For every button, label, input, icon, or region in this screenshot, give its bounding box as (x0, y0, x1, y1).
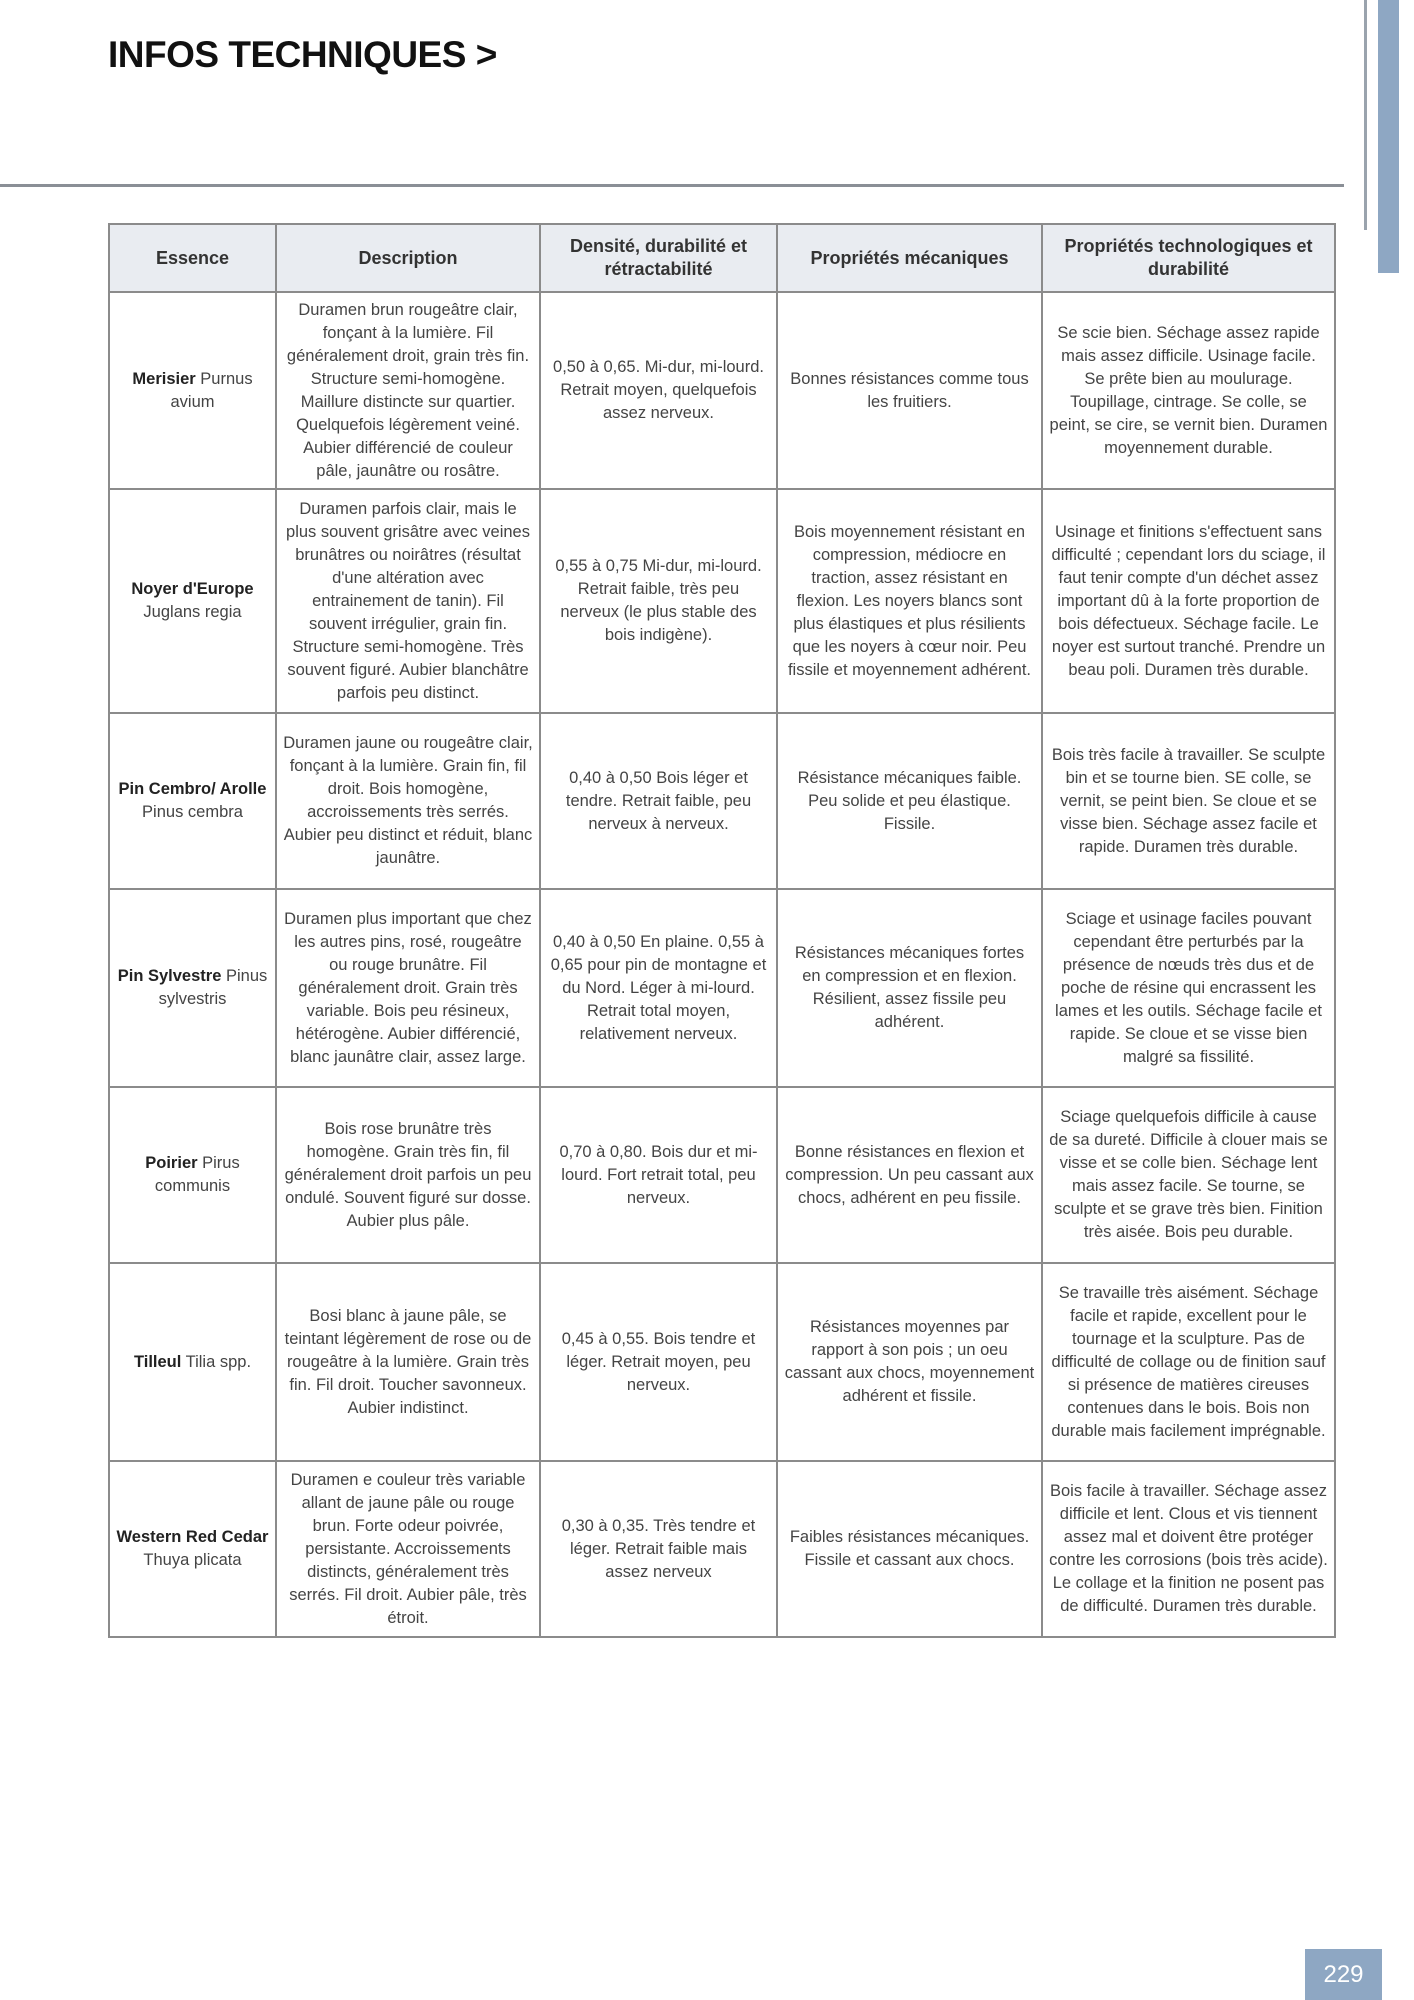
cell-technologiques: Sciage et usinage faciles pouvant cependant être perturbés par la présence de nœuds très dus et de poche de résine qui encrassent les lames et les outils. Séchage facile et rapide. Se cloue et se visse bien malgré sa fissilité. (1042, 889, 1335, 1087)
cell-mecaniques: Faibles résistances mécaniques. Fissile et cassant aux chocs. (777, 1461, 1042, 1637)
table-row (109, 489, 1335, 713)
table-row (109, 1461, 1335, 1637)
table-row (109, 292, 1335, 489)
species-latin: Thuya plicata (143, 1551, 242, 1569)
species-latin: Purnus avium (170, 369, 253, 411)
margin-line (1364, 0, 1367, 230)
header-mecaniques: Propriétés mécaniques (777, 224, 1042, 292)
header-essence: Essence (109, 224, 276, 292)
wood-species-table (108, 223, 1336, 1638)
species-name: Pin Sylvestre (117, 967, 222, 985)
cell-essence (109, 889, 276, 1087)
cell-essence (109, 1087, 276, 1263)
cell-mecaniques: Résistances moyennes par rapport à son pois ; un oeu cassant aux chocs, moyennement adhérent et fissile. (777, 1263, 1042, 1461)
cell-densite: 0,45 à 0,55. Bois tendre et léger. Retrait moyen, peu nerveux. (540, 1263, 777, 1461)
cell-description: Bois rose brunâtre très homogène. Grain très fin, fil généralement droit parfois un peu ondulé. Souvent figuré sur dosse. Aubier plus pâle. (276, 1087, 540, 1263)
header-divider (0, 184, 1344, 187)
cell-densite: 0,70 à 0,80. Bois dur et mi-lourd. Fort retrait total, peu nerveux. (540, 1087, 777, 1263)
cell-technologiques: Usinage et finitions s'effectuent sans difficulté ; cependant lors du sciage, il faut tenir compte d'un déchet assez important dû à la forte proportion de bois défectueux. Séchage facile. Le noyer est surtout tranché. Prendre un beau poli. Duramen très durable. (1042, 489, 1335, 713)
cell-description: Duramen jaune ou rougeâtre clair, fonçant à la lumière. Grain fin, fil droit. Bois homogène, accroissements très serrés. Aubier peu distinct et réduit, blanc jaunâtre. (276, 713, 540, 889)
table-row (109, 889, 1335, 1087)
cell-essence (109, 1263, 276, 1461)
cell-description: Duramen brun rougeâtre clair, fonçant à la lumière. Fil généralement droit, grain très fin. Structure semi-homogène. Maillure distincte sur quartier. Quelquefois légèrement veiné. Aubier différencié de couleur pâle, jaunâtre ou rosâtre. (276, 292, 540, 489)
species-name: Western Red Cedar (116, 1528, 269, 1546)
header-description: Description (276, 224, 540, 292)
species-name: Tilleul (133, 1352, 182, 1371)
species-name: Pin Cembro/ Arolle (118, 780, 267, 798)
species-latin: Pinus sylvestris (158, 967, 268, 1008)
species-name: Poirier (145, 1154, 198, 1172)
cell-mecaniques: Bonne résistances en flexion et compression. Un peu cassant aux chocs, adhérent en peu fissile. (777, 1087, 1042, 1263)
cell-densite: 0,40 à 0,50 Bois léger et tendre. Retrait faible, peu nerveux à nerveux. (540, 713, 777, 889)
table-header-row (109, 224, 1335, 292)
cell-densite: 0,55 à 0,75 Mi-dur, mi-lourd. Retrait faible, très peu nerveux (le plus stable des bois indigène). (540, 489, 777, 713)
table-row (109, 713, 1335, 889)
cell-description: Duramen parfois clair, mais le plus souvent grisâtre avec veines brunâtres ou noirâtres (résultat d'une altération avec entrainement de tanin). Fil souvent irrégulier, grain fin. Structure semi-homogène. Très souvent figuré. Aubier blanchâtre parfois peu distinct. (276, 489, 540, 713)
cell-mecaniques: Résistances mécaniques fortes en compression et en flexion. Résilient, assez fissile peu adhérent. (777, 889, 1042, 1087)
cell-technologiques: Se scie bien. Séchage assez rapide mais assez difficile. Usinage facile. Se prête bien au moulurage. Toupillage, cintrage. Se colle, se peint, se cire, se vernit bien. Duramen moyennement durable. (1042, 292, 1335, 489)
cell-densite: 0,30 à 0,35. Très tendre et léger. Retrait faible mais assez nerveux (540, 1461, 777, 1637)
cell-mecaniques: Résistance mécaniques faible. Peu solide et peu élastique. Fissile. (777, 713, 1042, 889)
cell-densite: 0,40 à 0,50 En plaine. 0,55 à 0,65 pour pin de montagne et du Nord. Léger à mi-lourd. Retrait total moyen, relativement nerveux. (540, 889, 777, 1087)
species-latin: Pinus cembra (142, 803, 243, 821)
cell-description: Duramen plus important que chez les autres pins, rosé, rougeâtre ou rouge brunâtre. Fil généralement droit. Grain très variable. Bois peu résineux, hétérogène. Aubier différencié, blanc jaunâtre clair, assez large. (276, 889, 540, 1087)
page-number: 229 (1305, 1949, 1382, 2000)
table-row (109, 1263, 1335, 1461)
page-title: INFOS TECHNIQUES > (108, 34, 497, 75)
accent-bar (1378, 0, 1399, 273)
species-latin: Pirus communis (154, 1154, 240, 1195)
cell-technologiques: Bois facile à travailler. Séchage assez difficile et lent. Clous et vis tiennent assez mal et doivent être protéger contre les corrosions (bois très acide). Le collage et la finition ne posent pas de difficulté. Duramen très durable. (1042, 1461, 1335, 1637)
cell-description: Duramen e couleur très variable allant de jaune pâle ou rouge brun. Forte odeur poivrée, persistante. Accroissements distincts, généralement très serrés. Fil droit. Aubier pâle, très étroit. (276, 1461, 540, 1637)
cell-essence (109, 713, 276, 889)
cell-description: Bosi blanc à jaune pâle, se teintant légèrement de rose ou de rougeâtre à la lumière. Grain très fin. Fil droit. Toucher savonneux. Aubier indistinct. (276, 1263, 540, 1461)
cell-essence (109, 292, 276, 489)
cell-essence (109, 489, 276, 713)
cell-mecaniques: Bonnes résistances comme tous les fruitiers. (777, 292, 1042, 489)
cell-technologiques: Sciage quelquefois difficile à cause de sa dureté. Difficile à clouer mais se visse et se colle bien. Séchage lent mais assez facile. Se tourne, se sculpte et se grave très bien. Finition très aisée. Bois peu durable. (1042, 1087, 1335, 1263)
species-name: Merisier (132, 369, 196, 388)
table-row (109, 1087, 1335, 1263)
species-latin: Juglans regia (143, 603, 242, 621)
cell-essence (109, 1461, 276, 1637)
cell-densite: 0,50 à 0,65. Mi-dur, mi-lourd. Retrait moyen, quelquefois assez nerveux. (540, 292, 777, 489)
cell-mecaniques: Bois moyennement résistant en compression, médiocre en traction, assez résistant en flexion. Les noyers blancs sont plus élastiques et plus résilients que les noyers à cœur noir. Peu fissile et moyennement adhérent. (777, 489, 1042, 713)
species-latin: Tilia spp. (185, 1352, 252, 1371)
header-densite: Densité, durabilité et rétractabilité (540, 224, 777, 292)
cell-technologiques: Bois très facile à travailler. Se sculpte bin et se tourne bien. SE colle, se vernit, se peint bien. Se cloue et se visse bien. Séchage assez facile et rapide. Duramen très durable. (1042, 713, 1335, 889)
cell-technologiques: Se travaille très aisément. Séchage facile et rapide, excellent pour le tournage et la sculpture. Pas de difficulté de collage ou de finition sauf si présence de matières cireuses contenues dans le bois. Bois non durable mais facilement imprégnable. (1042, 1263, 1335, 1461)
header-technologiques: Propriétés technologiques et durabilité (1042, 224, 1335, 292)
species-name: Noyer d'Europe (131, 580, 254, 598)
